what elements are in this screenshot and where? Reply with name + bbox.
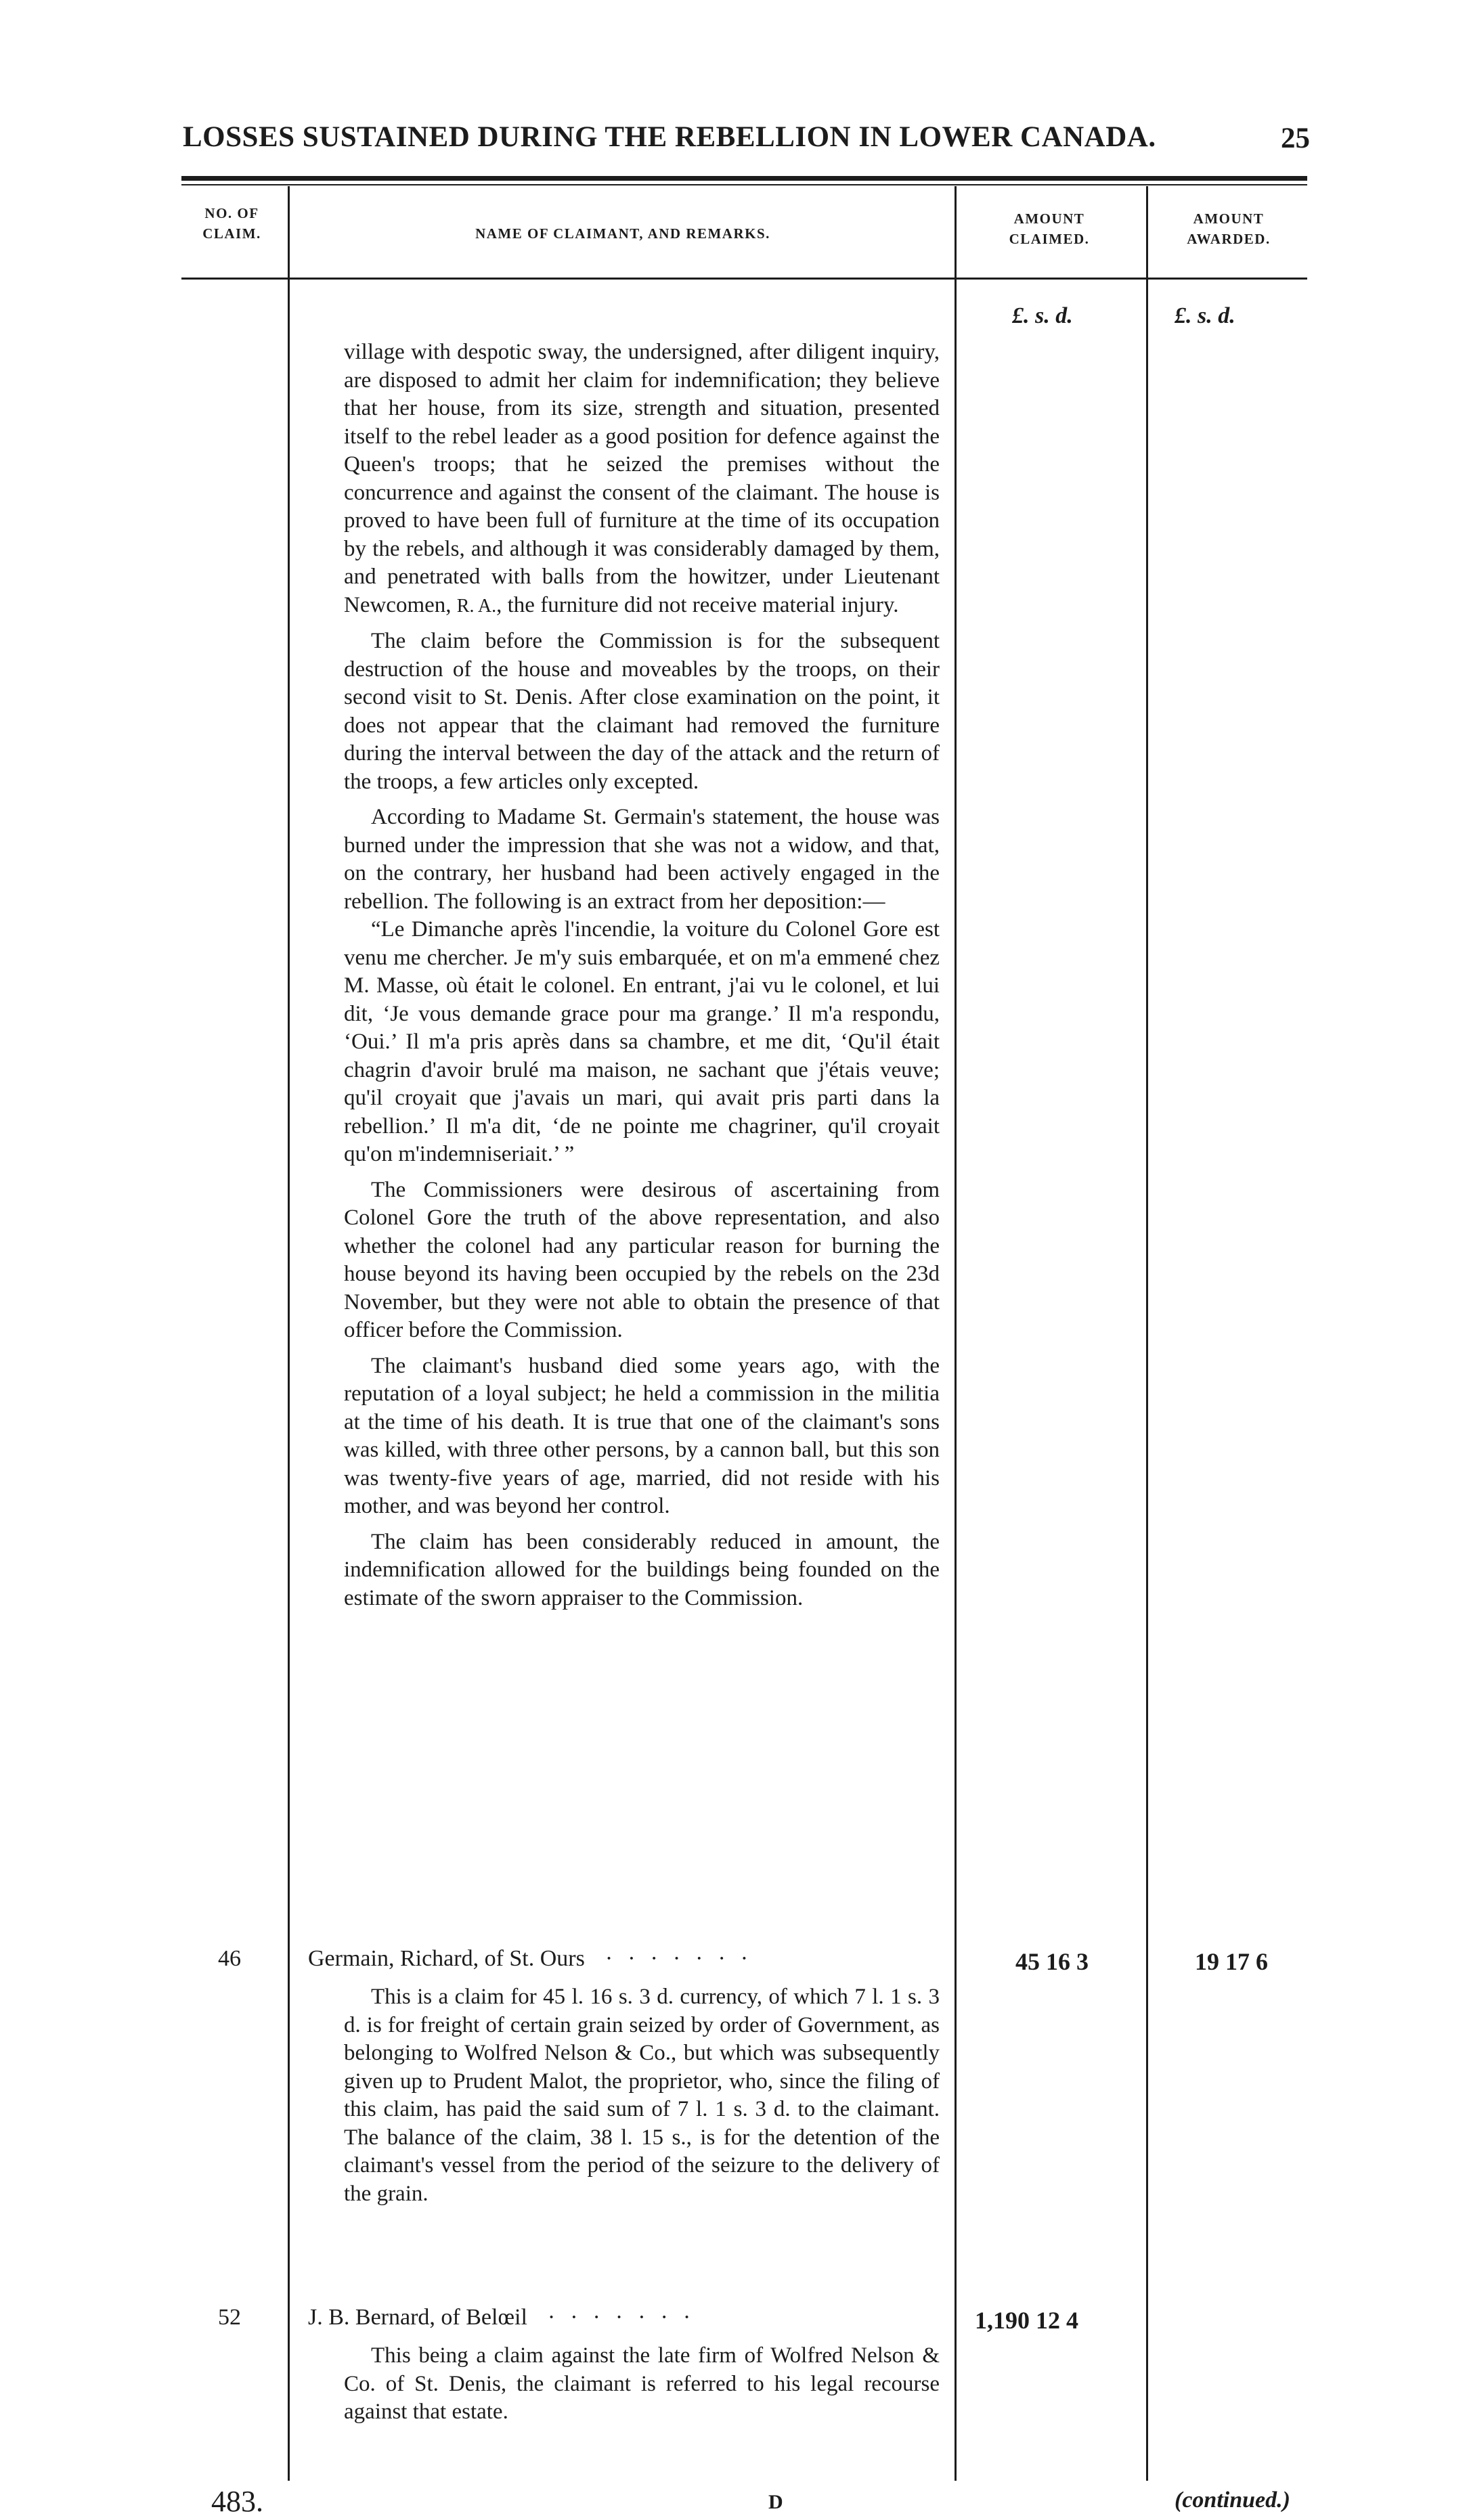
sheet-number: 483. bbox=[211, 2485, 263, 2518]
leader-dots: ······· bbox=[547, 2305, 706, 2330]
claim-number: 46 bbox=[218, 1946, 241, 1971]
remark-paragraph: This being a claim against the late firm of Wolfred Nelson & Co. of St. Denis, the claimant is referred to his legal recourse against that estate. bbox=[344, 2343, 940, 2424]
claimant-entry bbox=[308, 1946, 941, 1972]
claim-remarks bbox=[344, 1983, 940, 2208]
signature-letter: D bbox=[768, 2491, 783, 2513]
claimant-name: J. B. Bernard, of Belœil bbox=[308, 2305, 527, 2330]
divider-claimed-awarded bbox=[1146, 186, 1148, 2481]
claimant-name: Germain, Richard, of St. Ours bbox=[308, 1946, 585, 1971]
column-header-rule bbox=[181, 278, 1307, 280]
leader-dots: ······· bbox=[605, 1946, 764, 1971]
divider-claim-name bbox=[288, 186, 290, 2481]
page-title: LOSSES SUSTAINED DURING THE REBELLION IN LOWER CANADA. bbox=[183, 121, 1156, 153]
remark-paragraph bbox=[344, 338, 940, 620]
col-claimed-line2: CLAIMED. bbox=[1009, 231, 1090, 247]
col-awarded-heading bbox=[1151, 208, 1307, 249]
page-number: 25 bbox=[1281, 123, 1310, 154]
col-awarded-line1: AMOUNT bbox=[1193, 211, 1265, 227]
remark-text: village with despotic sway, the undersigned, after diligent inquiry, are disposed to admit her claim for indemnification; they believe that her house, from its size, strength and situation, presented itself to the rebel leader as a good position for defence against the Queen's troops; that he seized the premises without the concurrence and against the consent of the claimant. The house is proved to have been full of furniture at the time of its occupation by the rebels, and although it was considerably damaged by them, and penetrated with balls from the howitzer, under Lieutenant Newcomen, bbox=[344, 340, 940, 617]
header-rule-thin bbox=[181, 184, 1307, 185]
remark-paragraph: This is a claim for 45 l. 16 s. 3 d. currency, of which 7 l. 1 s. 3 d. is for freight of certain grain seized by order of Government, as belonging to Wolfred Nelson & Co., but which was subsequently given up to Prudent Malot, the proprietor, who, since the filing of this claim, has paid the said sum of 7 l. 1 s. 3 d. to the claimant. The balance of the claim, 38 l. 15 s., is for the detention of the claimant's vessel from the period of the seizure to the delivery of the grain. bbox=[344, 1985, 940, 2206]
col-claim-no-line2: CLAIM. bbox=[202, 225, 261, 242]
continued-note: (continued.) bbox=[1175, 2488, 1290, 2513]
remark-paragraph: The Commissioners were desirous of ascertaining from Colonel Gore the truth of the above representation, and also whether the colonel had any particular reason for burning the house beyond its having been occupied by the rebels on the 23d November, but they were not able to obtain the presence of that officer before the Commission. bbox=[344, 1177, 940, 1342]
divider-name-claimed bbox=[955, 186, 957, 2481]
amount-claimed: 1,190 12 4 bbox=[975, 2307, 1078, 2334]
col-name-heading: NAME OF CLAIMANT, AND REMARKS. bbox=[475, 225, 770, 242]
col-awarded-line2: AWARDED. bbox=[1187, 231, 1271, 247]
col-claim-no-heading bbox=[183, 203, 281, 244]
claimed-currency-units: £. s. d. bbox=[1012, 303, 1073, 328]
awarded-currency-units: £. s. d. bbox=[1175, 303, 1235, 328]
amount-awarded: 19 17 6 bbox=[1195, 1948, 1268, 1975]
remark-text-tail: , the furniture did not receive material injury. bbox=[496, 592, 899, 617]
remark-paragraph: According to Madame St. Germain's statement, the house was burned under the impression that she was not a widow, and that, on the contrary, her husband had been actively engaged in the rebellion. The following is an extract from her deposition:— bbox=[344, 805, 940, 914]
claim-number: 52 bbox=[218, 2305, 241, 2330]
remark-paragraph: The claim has been considerably reduced in amount, the indemnification allowed for the buildings being founded on the estimate of the sworn appraiser to the Commission. bbox=[344, 1529, 940, 1610]
remark-paragraph: The claimant's husband died some years ago, with the reputation of a loyal subject; he held a commission in the militia at the time of his death. It is true that one of the claimant's sons was killed, with three other persons, by a cannon ball, but this son was twenty-five years of age, married, did not reside with his mother, and was beyond her control. bbox=[344, 1353, 940, 1518]
continued-remarks bbox=[344, 338, 940, 1612]
col-claimed-line1: AMOUNT bbox=[1013, 211, 1085, 227]
header-rule-thick bbox=[181, 176, 1307, 181]
col-claim-no-line1: NO. OF bbox=[204, 205, 259, 221]
claimant-entry bbox=[308, 2305, 941, 2330]
claim-remarks bbox=[344, 2342, 940, 2427]
rank-abbreviation: R. A. bbox=[456, 595, 497, 617]
col-claimed-heading bbox=[958, 208, 1141, 249]
remark-paragraph: The claim before the Commission is for the subsequent destruction of the house and moveables by the troops, on their second visit to St. Denis. After close examination on the point, it does not appear that the claimant had removed the furniture during the interval between the day of the attack and the return of the troops, a few articles only excepted. bbox=[344, 629, 940, 794]
amount-claimed: 45 16 3 bbox=[1015, 1948, 1089, 1975]
french-deposition-quote: “Le Dimanche après l'incendie, la voiture du Colonel Gore est venu me chercher. Je m'y suis embarquée, et on m'a emmené chez M. Masse, où était le colonel. En entrant, j'ai vu le colonel, et lui dit, ‘Je vous demande grace pour ma grange.’ Il m'a respondu, ‘Oui.’ Il m'a pris après dans sa chambre, et me dit, ‘Qu'il était chagrin d'avoir brulé ma maison, ne sachant que j'étais veuve; qu'il croyait que j'avais un mari, qui avait pris parti dans la rebellion.’ Il m'a dit, ‘de ne pointe me chagriner, qu'il croyait qu'on m'indemniseriait.’ ” bbox=[344, 917, 940, 1166]
